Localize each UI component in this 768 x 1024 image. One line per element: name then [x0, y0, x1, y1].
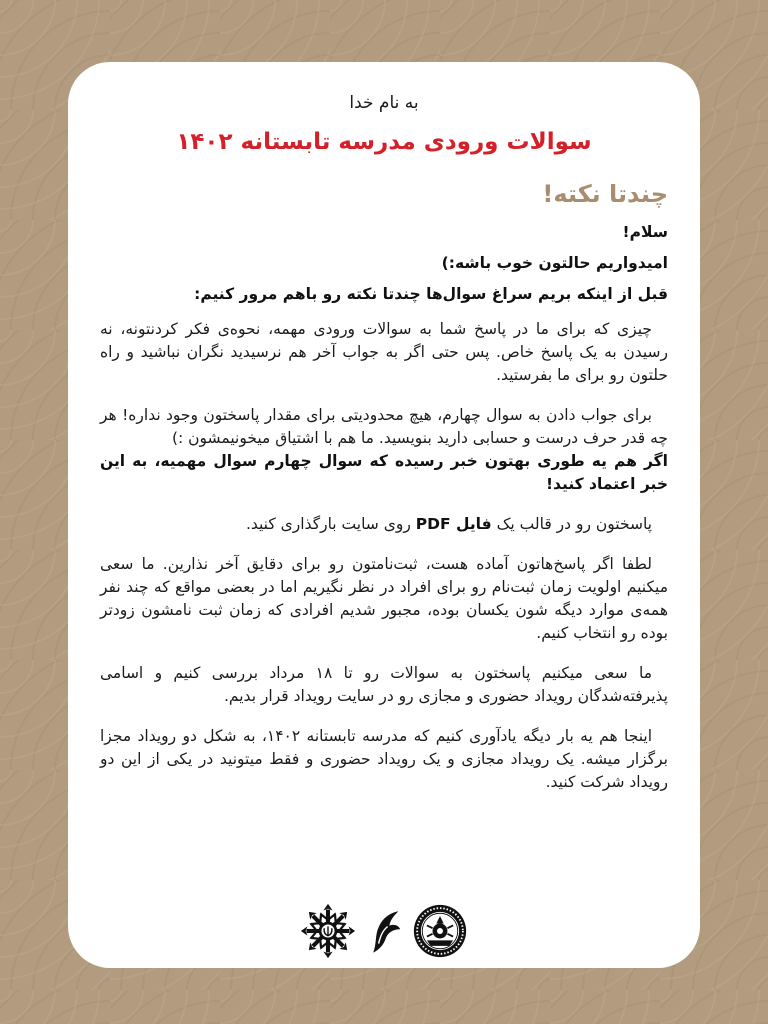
note-early-registration: لطفا اگر پاسخ‌هاتون آماده هست، ثبت‌نامتون رو برای دقایق آخر نذارین. ما سعی میکنیم اولویت زمان ثبت‌نام رو برای افراد در نظر نگیریم اما در بعضی مواقع که چند نفر همه‌ی موارد دیگه شون یکسان بوده، مجبور شدیم افرادی که زمان ثبت نامشون زودتر بوده رو انتخاب کنیم.	[100, 555, 668, 642]
note-pdf-upload-after: روی سایت بارگذاری کنید.	[245, 515, 411, 533]
page-title: سوالات ورودی مدرسه تابستانه ۱۴۰۲	[176, 129, 592, 155]
note-pdf-upload	[100, 513, 668, 536]
note-pdf-upload-before: پاسختون رو در قالب یک	[496, 515, 652, 533]
wish-line: امیدواریم حالتون خوب باشه:)	[441, 254, 668, 272]
section-heading: چندتا نکته!	[542, 180, 668, 208]
note-thinking-matters: چیزی که برای ما در پاسخ شما به سوالات ورودی مهمه، نحوه‌ی فکر کردنتونه، نه رسیدن به یک پاسخ خاص. پس حتی اگر به جواب آخر هم نرسیدید نگران نباشید و راه حلتون رو برای ما بفرستید.	[100, 320, 668, 384]
lead-line: قبل از اینکه بریم سراغ سوال‌ها چندتا نکته رو باهم مرور کنیم:	[194, 285, 668, 303]
content-card	[68, 62, 700, 968]
note-review-date: ما سعی میکنیم پاسختون به سوالات رو تا ۱۸ مرداد بررسی کنیم و اسامی پذیرفته‌شدگان رویداد حضوری و مجازی رو در سایت رویداد قرار بدیم.	[100, 664, 668, 705]
basmala: به نام خدا	[349, 93, 419, 113]
bird-icon	[366, 906, 402, 956]
notes-list	[100, 318, 668, 794]
note-question-four-text: برای جواب دادن به سوال چهارم، هیچ محدودیتی برای مقدار پاسختون وجود نداره! هر چه قدر حرف درست و حسابی دارید بنویسید. ما هم با اشتیاق میخونیمشون :)	[100, 406, 668, 447]
star-emblem-icon	[300, 903, 356, 959]
greeting-line: سلام!	[622, 223, 668, 241]
note-pdf-upload-bold: فایل PDF	[415, 515, 492, 533]
logos-row	[68, 903, 700, 959]
note-two-events: اینجا هم یه بار دیگه یادآوری کنیم که مدرسه تابستانه ۱۴۰۲، به شکل دو رویداد مجزا برگزار میشه. یک رویداد مجازی و یک رویداد حضوری و فقط میتونید در یکی از این دو رویداد شرکت کنید.	[100, 727, 668, 791]
note-question-four	[100, 404, 668, 496]
note-question-four-emphasis: اگر هم یه طوری بهتون خبر رسیده که سوال چهارم سوال مهمیه، به این خبر اعتماد کنید!	[100, 452, 668, 493]
university-seal-icon	[412, 903, 468, 959]
